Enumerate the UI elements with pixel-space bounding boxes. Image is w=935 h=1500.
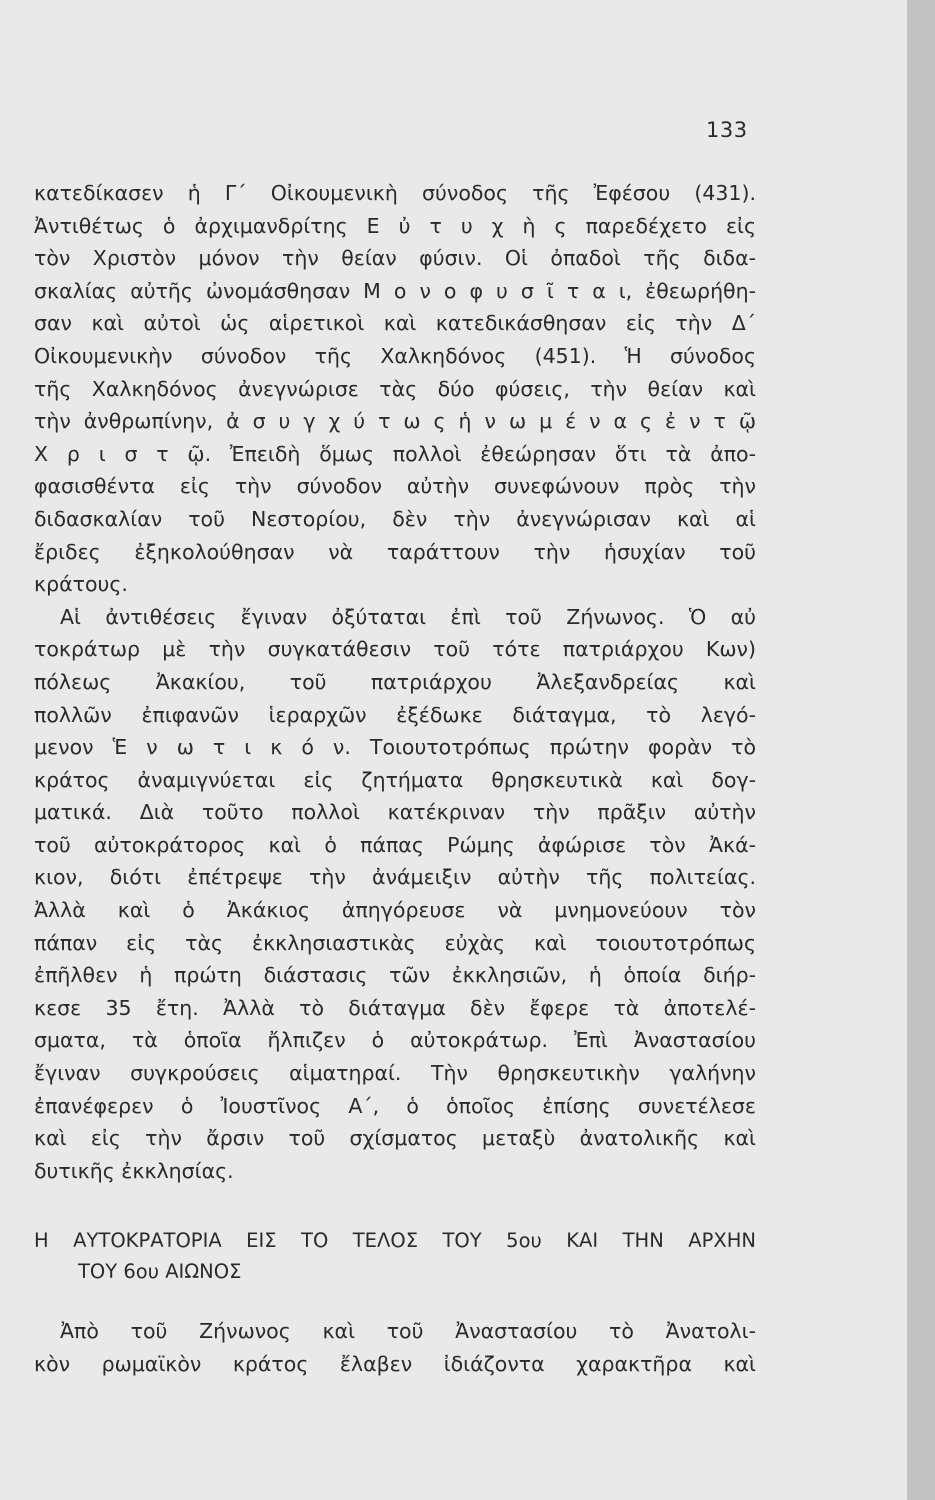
- body-line: κράτος ἀναμιγνύεται εἰς ζητήματα θρησκευτικὰ καὶ δογ-: [34, 767, 756, 792]
- body-line: πάπαν εἰς τὰς ἐκκλησιαστικὰς εὐχὰς καὶ τοιουτοτρόπως: [34, 930, 756, 955]
- body-line: Ἀντιθέτως ὁ ἀρχιμανδρίτης Ε ὐ τ υ χ ὴ ς παρεδέχετο εἰς: [34, 213, 756, 238]
- body-line: πολλῶν ἐπιφανῶν ἱεραρχῶν ἐξέδωκε διάταγμα, τὸ λεγό-: [34, 702, 756, 727]
- body-line: κὸν ρωμαϊκὸν κράτος ἔλαβεν ἰδιάζοντα χαρακτῆρα καὶ: [34, 1351, 756, 1376]
- body-line: σματα, τὰ ὁποῖα ἤλπιζεν ὁ αὐτοκράτωρ. Ἐπὶ Ἀναστασίου: [34, 1028, 756, 1053]
- body-line: κεσε 35 ἔτη. Ἀλλὰ τὸ διάταγμα δὲν ἔφερε τὰ ἀποτελέ-: [34, 995, 756, 1020]
- page-number: 133: [706, 118, 748, 142]
- body-line: ἐπανέφερεν ὁ Ἰουστῖνος Α΄, ὁ ὁποῖος ἐπίσης συνετέλεσε: [34, 1093, 756, 1118]
- body-line: Χ ρ ι σ τ ῷ. Ἐπειδὴ ὅμως πολλοὶ ἐθεώρησαν ὅτι τὰ ἀπο-: [34, 441, 756, 466]
- body-line: ἐπῆλθεν ἡ πρώτη διάστασις τῶν ἐκκλησιῶν, ἡ ὁποία διήρ-: [34, 963, 756, 988]
- body-line: ματικά. Διὰ τοῦτο πολλοὶ κατέκριναν τὴν πρᾶξιν αὐτὴν: [34, 800, 756, 825]
- heading-line: Η ΑΥΤΟΚΡΑΤΟΡΙΑ ΕΙΣ ΤΟ ΤΕΛΟΣ ΤΟΥ 5ου ΚΑΙ ΤΗΝ ΑΡΧΗΝ: [34, 1229, 756, 1252]
- body-text: [34, 177, 756, 1187]
- body-line: τὴν ἀνθρωπίνην, ἀ σ υ γ χ ύ τ ω ς ἡ ν ω μ έ ν α ς ἐ ν τ ῷ: [34, 409, 756, 434]
- body-line: Ἀλλὰ καὶ ὁ Ἀκάκιος ἀπηγόρευσε νὰ μνημονεύουν τὸν: [34, 898, 756, 923]
- section-heading: [34, 1225, 756, 1287]
- body-line: τὸν Χριστὸν μόνον τὴν θείαν φύσιν. Οἱ ὀπαδοὶ τῆς διδα-: [34, 246, 756, 271]
- body-line: Οἰκουμενικὴν σύνοδον τῆς Χαλκηδόνος (451). Ἡ σύνοδος: [34, 343, 756, 368]
- body-line: κατεδίκασεν ἡ Γ΄ Οἰκουμενικὴ σύνοδος τῆς Ἐφέσου (431).: [34, 181, 756, 205]
- body-line: Ἀπὸ τοῦ Ζήνωνος καὶ τοῦ Ἀναστασίου τὸ Ἀνατολι-: [60, 1319, 756, 1343]
- heading-line: ΤΟΥ 6ου ΑΙΩΝΟΣ: [78, 1260, 242, 1283]
- body-line: μενον Ἑ ν ω τ ι κ ό ν. Τοιουτοτρόπως πρώτην φορὰν τὸ: [34, 735, 756, 760]
- section-text: [34, 1315, 756, 1380]
- body-line: πόλεως Ἀκακίου, τοῦ πατριάρχου Ἀλεξανδρείας καὶ: [34, 669, 756, 694]
- body-line: φασισθέντα εἰς τὴν σύνοδον αὐτὴν συνεφώνουν πρὸς τὴν: [34, 474, 756, 499]
- body-line: σκαλίας αὐτῆς ὠνομάσθησαν Μ ο ν ο φ υ σ ῖ τ α ι, ἐθεωρήθη-: [34, 278, 756, 303]
- body-line: τοῦ αὐτοκράτορος καὶ ὁ πάπας Ρώμης ἀφώρισε τὸν Ἀκά-: [34, 832, 756, 857]
- body-line: σαν καὶ αὐτοὶ ὡς αἱρετικοὶ καὶ κατεδικάσθησαν εἰς τὴν Δ΄: [34, 311, 756, 336]
- body-line: διδασκαλίαν τοῦ Νεστορίου, δὲν τὴν ἀνεγνώρισαν καὶ αἱ: [34, 506, 756, 531]
- body-line: κιον, διότι ἐπέτρεψε τὴν ἀνάμειξιν αὐτὴν τῆς πολιτείας.: [34, 865, 756, 890]
- body-line: δυτικῆς ἐκκλησίας.: [34, 1158, 234, 1183]
- body-line: ἔγιναν συγκρούσεις αἱματηραί. Τὴν θρησκευτικὴν γαλήνην: [34, 1061, 756, 1086]
- body-line: τῆς Χαλκηδόνος ἀνεγνώρισε τὰς δύο φύσεις, τὴν θείαν καὶ: [34, 376, 756, 401]
- body-line: καὶ εἰς τὴν ἄρσιν τοῦ σχίσματος μεταξὺ ἀνατολικῆς καὶ: [34, 1126, 756, 1151]
- body-line: ἔριδες ἐξηκολούθησαν νὰ ταράττουν τὴν ἡσυχίαν τοῦ: [34, 539, 756, 564]
- body-line: Αἱ ἀντιθέσεις ἔγιναν ὀξύταται ἐπὶ τοῦ Ζήνωνος. Ὁ αὐ: [60, 604, 756, 629]
- body-line: κράτους.: [34, 572, 128, 597]
- body-line: τοκράτωρ μὲ τὴν συγκατάθεσιν τοῦ τότε πατριάρχου Κων): [34, 637, 756, 662]
